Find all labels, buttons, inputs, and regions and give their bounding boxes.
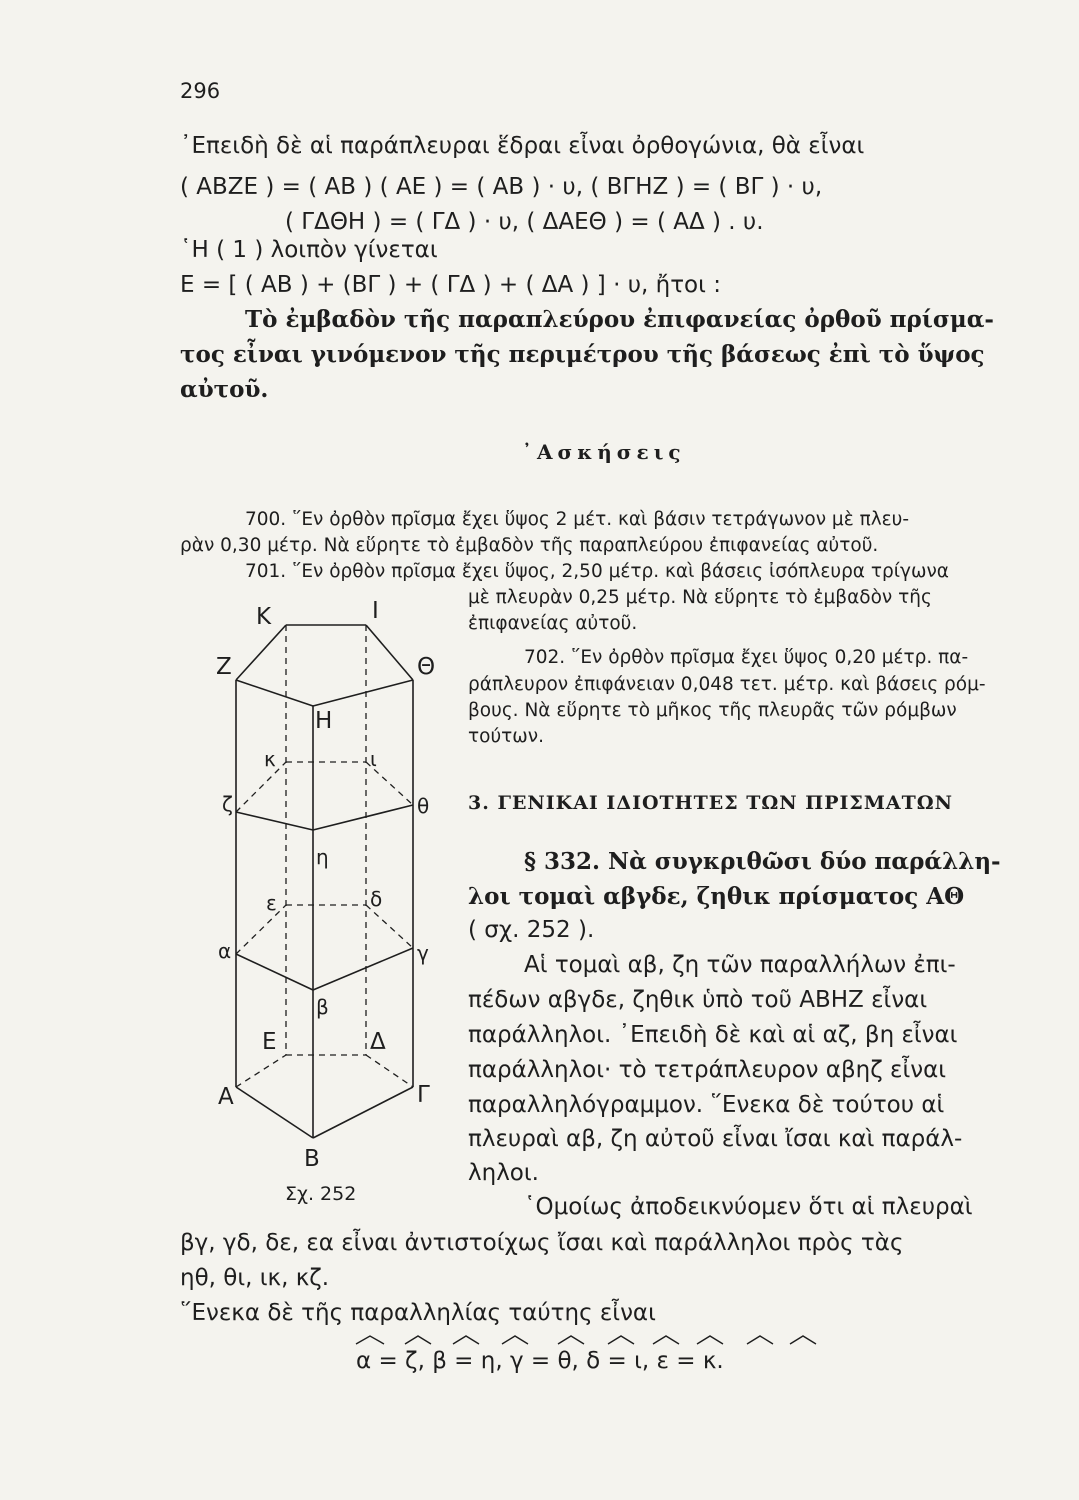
figure-caption: Σχ. 252 [285, 1183, 357, 1205]
body-line: παράλληλοι· τὸ τετράπλευρον αβηζ εἶναι [468, 1057, 947, 1083]
body-line: ῾Ομοίως ἀποδεικνύομεν ὅτι αἱ πλευραὶ [524, 1194, 973, 1220]
edge-ZK [236, 625, 286, 680]
hat-alpha [356, 1336, 384, 1344]
label-Gamma: Γ [417, 1082, 430, 1108]
edge-ZH [236, 680, 313, 706]
exercise-702: τούτων. [468, 726, 545, 747]
label-H: H [315, 708, 333, 734]
body-line: πλευραὶ αβ, ζη αὐτοῦ εἶναι ἴσαι καὶ παράλ- [468, 1126, 963, 1152]
theorem-line: τος εἶναι γινόμενον τῆς περιμέτρου τῆς βάσεως ἐπὶ τὸ ὕψος [180, 341, 985, 368]
edge-beta-gamma [313, 948, 413, 990]
exercise-700: 700. ῞Εν ὀρθὸν πρῖσμα ἔχει ὕψος 2 μέτ. καὶ βάσιν τετράγωνον μὲ πλευ- [245, 509, 910, 530]
paragraph-332: λοι τομαὶ αβγδε, ζηθικ πρίσματος ΑΘ [468, 883, 965, 910]
label-Z: Z [216, 654, 232, 680]
exercise-701: μὲ πλευρὰν 0,25 μέτρ. Νὰ εὕρητε τὸ ἐμβαδὸν τῆς [468, 587, 932, 608]
label-alpha: α [218, 939, 232, 963]
edge-BGamma [313, 1087, 413, 1138]
edge-ITheta [366, 625, 413, 680]
equation-line: ( ΓΔΘΗ ) = ( ΓΔ ) · υ, ( ΔΑΕΘ ) = ( ΑΔ ) . υ. [285, 209, 764, 235]
label-gamma: γ [417, 941, 429, 965]
body-line: ῾Η ( 1 ) λοιπὸν γίνεται [180, 237, 438, 263]
exercise-701: 701. ῞Εν ὀρθὸν πρῖσμα ἔχει ὕψος, 2,50 μέτρ. καὶ βάσεις ἰσόπλευρα τρίγωνα [245, 561, 949, 582]
label-Delta: Δ [370, 1029, 386, 1055]
hat-epsilon [747, 1336, 773, 1344]
exercise-702: βους. Νὰ εὕρητε τὸ μῆκος τῆς πλευρᾶς τῶν ρόμβων [468, 700, 957, 721]
label-I: I [372, 598, 379, 624]
label-kappa: κ [264, 747, 276, 771]
edge-HTheta [313, 680, 413, 706]
equation-line: ( ΑΒΖΕ ) = ( ΑΒ ) ( ΑΕ ) = ( ΑΒ ) · υ, ( ΒΓΗΖ ) = ( ΒΓ ) · υ, [180, 174, 823, 200]
edge-alpha-epsilon-hidden [236, 905, 286, 954]
hat-delta [653, 1336, 679, 1344]
hat-iota [697, 1336, 723, 1344]
edge-AE-hidden [236, 1055, 286, 1087]
label-Theta: Θ [417, 654, 436, 680]
label-A: A [218, 1084, 234, 1110]
edge-AB [236, 1087, 313, 1138]
body-line: ῞Ενεκα δὲ τῆς παραλληλίας ταύτης εἶναι [180, 1300, 656, 1326]
label-beta: β [316, 995, 329, 1019]
angle-equalities: α = ζ, β = η, γ = θ, δ = ι, ε = κ. [356, 1348, 724, 1374]
hat-gamma [558, 1336, 584, 1344]
label-K: K [256, 604, 272, 630]
angle-hats [350, 1326, 820, 1350]
hat-zeta [405, 1336, 431, 1344]
label-B: B [304, 1146, 320, 1172]
edge-zeta-eta [236, 812, 313, 830]
body-line: ᾿Επειδὴ δὲ αἱ παράπλευραι ἕδραι εἶναι ὀρθογώνια, θὰ εἶναι [180, 133, 865, 159]
prism-figure [200, 600, 440, 1160]
theorem-line: αὐτοῦ. [180, 376, 269, 403]
body-line: πέδων αβγδε, ζηθικ ὑπὸ τοῦ ΑΒΗΖ εἶναι [468, 987, 928, 1013]
body-line: Αἱ τομαὶ αβ, ζη τῶν παραλλήλων ἐπι- [524, 952, 956, 978]
paragraph-332: ( σχ. 252 ). [468, 917, 595, 943]
hat-theta [608, 1336, 634, 1344]
page-number: 296 [180, 79, 221, 103]
equation-line: Ε = [ ( ΑΒ ) + (ΒΓ ) + ( ΓΔ ) + ( ΔΑ ) ] · υ, ἤτοι : [180, 272, 721, 298]
exercise-702: ράπλευρον ἐπιφάνειαν 0,048 τετ. μέτρ. καὶ βάσεις ρόμ- [468, 674, 986, 695]
theorem-line: Τὸ ἐμβαδὸν τῆς παραπλεύρου ἐπιφανείας ὀρθοῦ πρίσμα- [245, 306, 994, 333]
edge-alpha-beta [236, 954, 313, 990]
hat-eta [502, 1336, 528, 1344]
hat-beta [453, 1336, 479, 1344]
exercises-heading: ᾿Ασκήσεις [522, 440, 686, 464]
label-delta: δ [370, 887, 383, 911]
paragraph-332: § 332. Νὰ συγκριθῶσι δύο παράλλη- [524, 848, 1001, 875]
label-epsilon: ε [266, 891, 277, 915]
label-E: E [262, 1029, 277, 1055]
body-line: ληλοι. [468, 1160, 539, 1186]
label-theta: θ [417, 794, 430, 818]
body-line: βγ, γδ, δε, εα εἶναι ἀντιστοίχως ἴσαι καὶ παράλληλοι πρὸς τὰς [180, 1230, 904, 1256]
label-eta: η [316, 845, 329, 869]
label-iota: ι [370, 747, 377, 771]
body-line: παράλληλοι. ᾿Επειδὴ δὲ καὶ αἱ αζ, βη εἶναι [468, 1022, 958, 1048]
edge-zeta-kappa-hidden [236, 762, 286, 812]
exercise-700: ρὰν 0,30 μέτρ. Νὰ εὕρητε τὸ ἐμβαδὸν τῆς παραπλεύρου ἐπιφανείας αὐτοῦ. [180, 535, 879, 556]
hat-kappa [790, 1336, 816, 1344]
body-line: ηθ, θι, ικ, κζ. [180, 1265, 330, 1291]
label-zeta: ζ [222, 792, 233, 816]
body-line: παραλληλόγραμμον. ῞Ενεκα δὲ τούτου αἱ [468, 1092, 945, 1118]
exercise-701: ἐπιφανείας αὐτοῦ. [468, 613, 638, 634]
section-heading: 3. ΓΕΝΙΚΑΙ ΙΔΙΟΤΗΤΕΣ ΤΩΝ ΠΡΙΣΜΑΤΩΝ [468, 792, 954, 814]
edge-eta-theta [313, 805, 413, 830]
edge-DeltaGamma-hidden [366, 1055, 413, 1087]
edge-delta-gamma-hidden [366, 905, 413, 948]
exercise-702: 702. ῞Εν ὀρθὸν πρῖσμα ἔχει ὕψος 0,20 μέτρ. πα- [524, 647, 969, 668]
